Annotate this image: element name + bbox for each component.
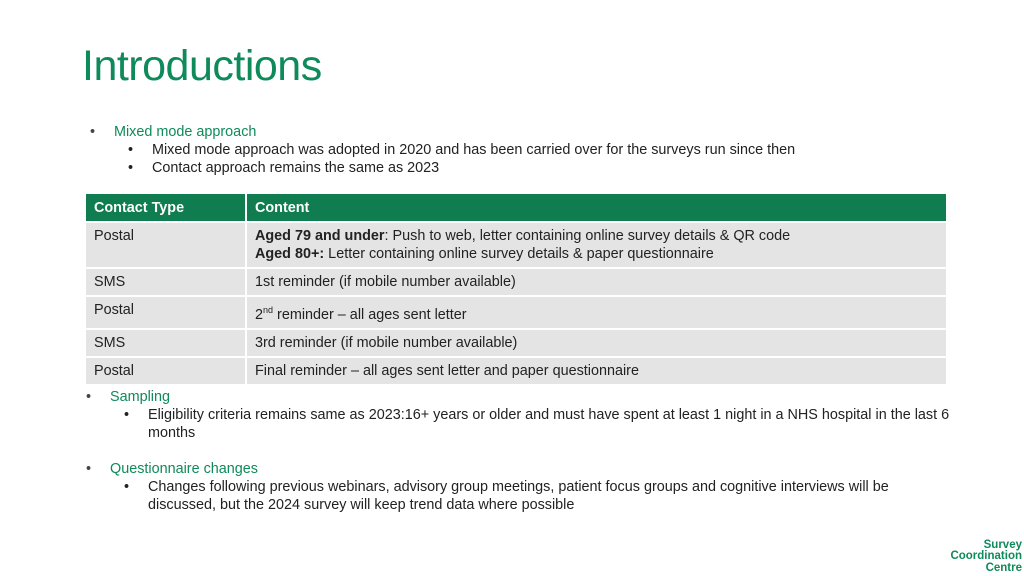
- logo-line: Centre: [985, 561, 1022, 574]
- sampling-section: [82, 388, 952, 442]
- questionnaire-item: • Changes following previous webinars, advisory group meetings, patient focus groups and cognitive interviews will be discussed, but the 2024 survey will keep trend data where possible: [82, 478, 942, 514]
- column-header-content: Content: [246, 194, 946, 222]
- logo-line: Coordination: [950, 550, 1022, 562]
- content-cell: 1st reminder (if mobile number available): [246, 268, 946, 296]
- table-row: [86, 329, 946, 357]
- mixed-mode-item: • Mixed mode approach was adopted in 2020 and has been carried over for the surveys run since then: [86, 141, 946, 159]
- table-row: [86, 296, 946, 329]
- content-cell: [246, 222, 946, 268]
- logo-line: Survey: [983, 538, 1022, 551]
- questionnaire-heading: • Questionnaire changes: [82, 460, 942, 478]
- mixed-mode-item: • Contact approach remains the same as 2023: [86, 159, 946, 177]
- sampling-item: • Eligibility criteria remains same as 2023:16+ years or older and must have spent at least 1 night in a NHS hospital in the last 6 months: [82, 406, 952, 442]
- contact-type-cell: SMS: [86, 329, 246, 357]
- page-title: Introductions: [82, 42, 322, 90]
- content-cell: Final reminder – all ages sent letter and paper questionnaire: [246, 357, 946, 384]
- content-text: : Push to web, letter containing online survey details & QR code: [384, 228, 791, 244]
- mixed-mode-heading: • Mixed mode approach: [86, 123, 946, 141]
- survey-coordination-centre-logo: [950, 540, 1022, 575]
- contact-type-cell: Postal: [86, 357, 246, 384]
- column-header-contact-type: Contact Type: [86, 194, 246, 222]
- contact-type-cell: SMS: [86, 268, 246, 296]
- content-text: reminder – all ages sent letter: [273, 306, 467, 323]
- content-text: Letter containing online survey details & paper questionnaire: [324, 246, 714, 262]
- content-cell: 3rd reminder (if mobile number available): [246, 329, 946, 357]
- sampling-heading: • Sampling: [82, 388, 952, 406]
- ordinal-suffix: nd: [263, 305, 274, 315]
- table-header-row: [86, 194, 946, 222]
- table-row: [86, 357, 946, 384]
- content-text: 2: [255, 306, 264, 323]
- age-group-label: Aged 79 and under: [255, 228, 385, 244]
- contact-table: [86, 194, 946, 384]
- mixed-mode-section: [86, 123, 946, 177]
- contact-type-cell: Postal: [86, 222, 246, 268]
- age-group-label: Aged 80+:: [255, 246, 325, 262]
- questionnaire-section: [82, 460, 942, 514]
- table-row: [86, 268, 946, 296]
- contact-type-cell: Postal: [86, 296, 246, 329]
- content-cell: [246, 296, 946, 329]
- table-row: [86, 222, 946, 268]
